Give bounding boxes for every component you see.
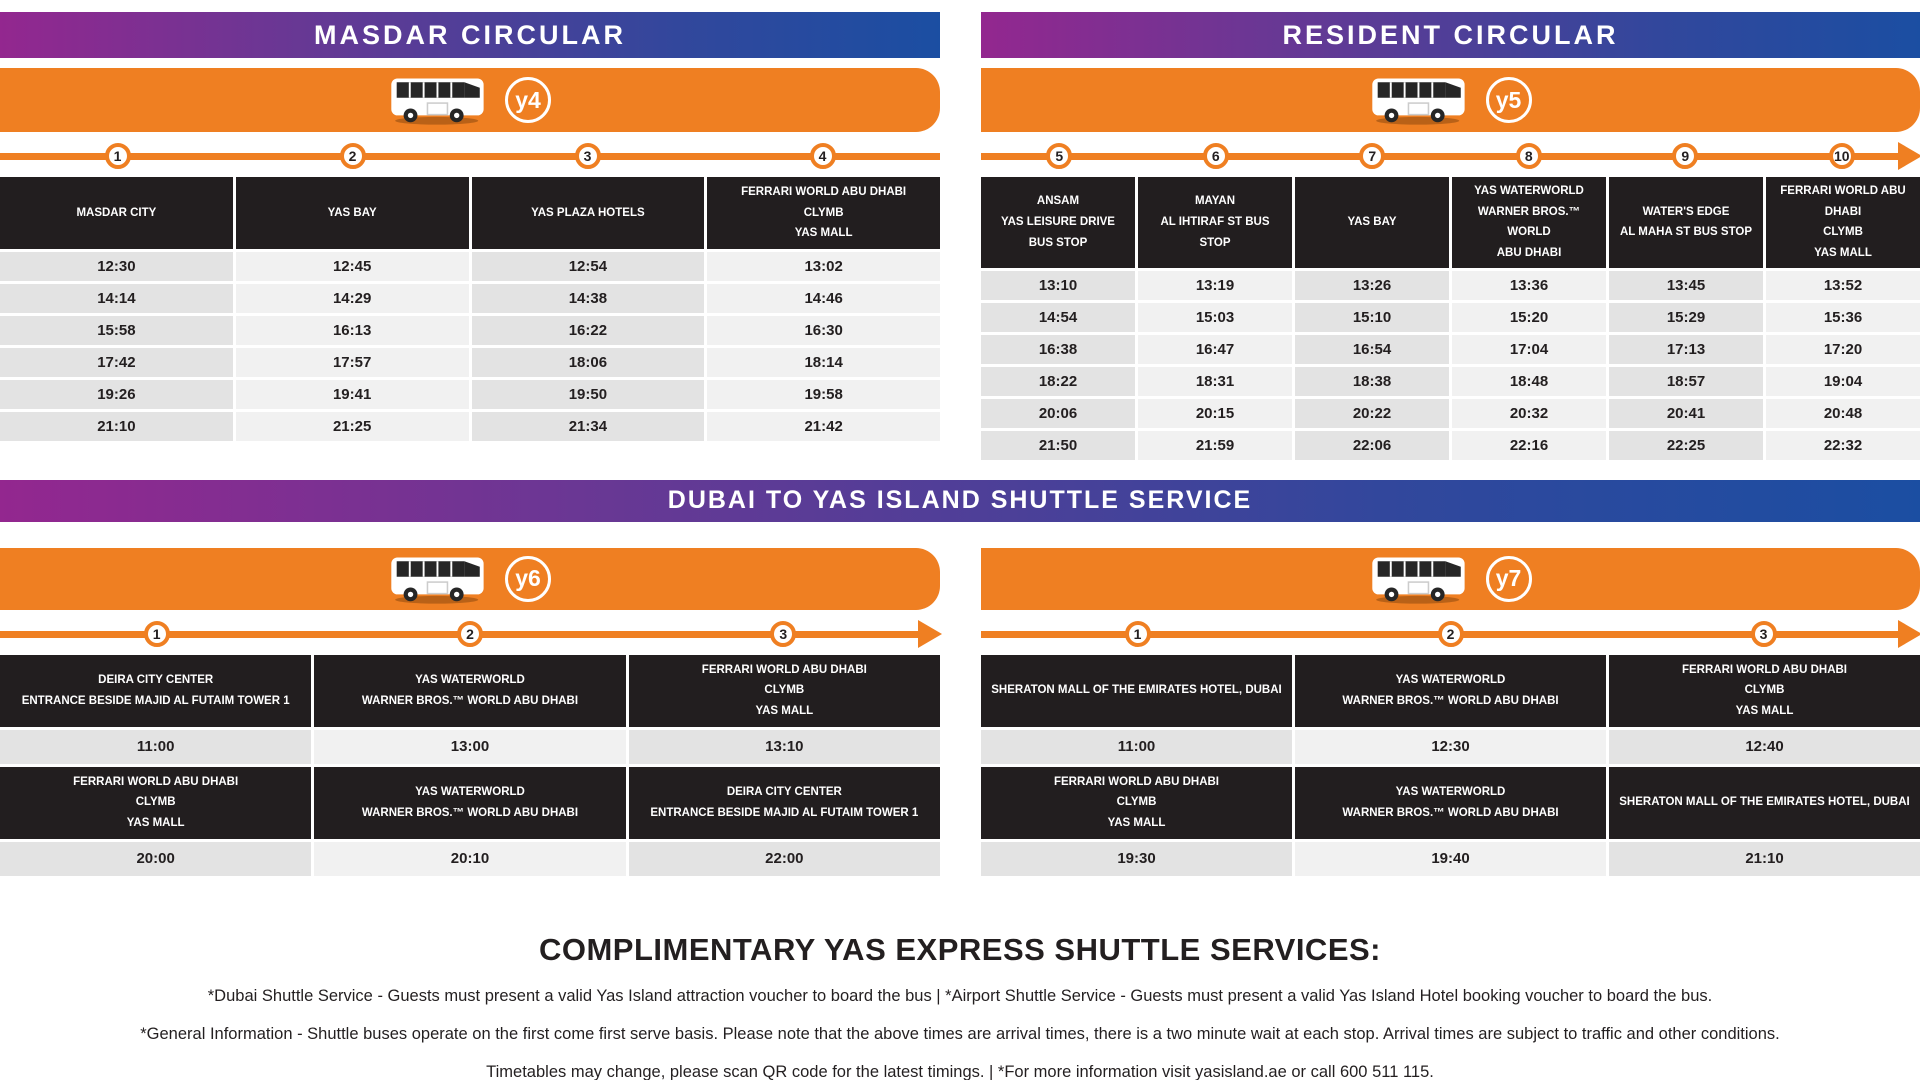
- route-stop-cell: [0, 138, 235, 174]
- time-cell: 22:16: [1452, 431, 1606, 460]
- resident-title: RESIDENT CIRCULAR: [1282, 19, 1619, 50]
- route-stop-cell: [1764, 138, 1920, 174]
- time-cell: 17:42: [0, 348, 233, 377]
- masdar-circular-panel: [0, 12, 940, 460]
- time-cell: 13:19: [1138, 271, 1292, 300]
- route-y6-panel: [0, 538, 940, 876]
- time-cell: 15:36: [1766, 303, 1920, 332]
- time-cell: 19:04: [1766, 367, 1920, 396]
- route-stop-cell: [470, 138, 705, 174]
- route-stop-cell: [1451, 138, 1608, 174]
- time-cell: 18:22: [981, 367, 1135, 396]
- stop-marker-2: 2: [457, 621, 483, 647]
- stop-header-cell: DEIRA CITY CENTER ENTRANCE BESIDE MAJID AL FUTAIM TOWER 1: [0, 655, 311, 727]
- time-cell: 21:42: [707, 412, 940, 441]
- bus-icon: [389, 553, 489, 605]
- time-cell: 16:47: [1138, 335, 1292, 364]
- route-stop-cell: [313, 616, 626, 652]
- time-cell: 15:20: [1452, 303, 1606, 332]
- time-cell: 22:06: [1295, 431, 1449, 460]
- stop-header-cell: FERRARI WORLD ABU DHABI CLYMB YAS MALL: [707, 177, 940, 249]
- time-cell: 18:06: [472, 348, 705, 377]
- time-cell: 19:40: [1295, 842, 1606, 876]
- resident-bus-bar: [981, 68, 1920, 132]
- time-cell: 19:50: [472, 380, 705, 409]
- stop-marker-4: 4: [810, 143, 836, 169]
- time-cell: 19:58: [707, 380, 940, 409]
- time-cell: 14:38: [472, 284, 705, 313]
- time-cell: 20:32: [1452, 399, 1606, 428]
- time-cell: 21:59: [1138, 431, 1292, 460]
- footer-note-1: *Dubai Shuttle Service - Guests must present a valid Yas Island attraction voucher to board the bus | *Airport Shuttle Service - Guests must present a valid Yas Island Hotel booking voucher to board the bus.: [207, 986, 1713, 1005]
- y7-bus-bar: [981, 548, 1920, 610]
- time-cell: 11:00: [0, 730, 311, 764]
- stop-marker-2: 2: [340, 143, 366, 169]
- time-cell: 11:00: [981, 730, 1292, 764]
- bus-icon: [1370, 74, 1470, 126]
- stop-header-cell: YAS WATERWORLD WARNER BROS.™ WORLD ABU DHABI: [1295, 655, 1606, 727]
- masdar-title-bar: [0, 12, 940, 58]
- stop-marker-9: 9: [1672, 143, 1698, 169]
- stop-marker-1: 1: [105, 143, 131, 169]
- stop-marker-3: 3: [575, 143, 601, 169]
- time-cell: 22:00: [629, 842, 940, 876]
- time-cell: 14:29: [236, 284, 469, 313]
- stop-header-cell: YAS WATERWORLD WARNER BROS.™ WORLD ABU DHABI: [1452, 177, 1606, 268]
- stop-header-cell: MAYAN AL IHTIRAF ST BUS STOP: [1138, 177, 1292, 268]
- time-cell: 13:36: [1452, 271, 1606, 300]
- stop-header-cell: FERRARI WORLD ABU DHABI CLYMB YAS MALL: [629, 655, 940, 727]
- stop-marker-6: 6: [1203, 143, 1229, 169]
- time-cell: 16:22: [472, 316, 705, 345]
- stop-header-cell: YAS WATERWORLD WARNER BROS.™ WORLD ABU DHABI: [314, 767, 625, 839]
- stop-marker-8: 8: [1516, 143, 1542, 169]
- stop-marker-7: 7: [1359, 143, 1385, 169]
- dubai-sections-row: [0, 538, 1920, 876]
- time-cell: 22:32: [1766, 431, 1920, 460]
- stop-marker-5: 5: [1046, 143, 1072, 169]
- masdar-timetable: [0, 177, 940, 441]
- stop-header-cell: YAS BAY: [236, 177, 469, 249]
- time-cell: 17:13: [1609, 335, 1763, 364]
- stop-header-cell: SHERATON MALL OF THE EMIRATES HOTEL, DUBAI: [1609, 767, 1920, 839]
- time-cell: 20:10: [314, 842, 625, 876]
- route-stop-cell: [981, 138, 1138, 174]
- stop-header-cell: YAS WATERWORLD WARNER BROS.™ WORLD ABU DHABI: [314, 655, 625, 727]
- time-cell: 18:57: [1609, 367, 1763, 396]
- stop-header-cell: FERRARI WORLD ABU DHABI CLYMB YAS MALL: [981, 767, 1292, 839]
- time-cell: 19:26: [0, 380, 233, 409]
- stop-header-cell: ANSAM YAS LEISURE DRIVE BUS STOP: [981, 177, 1135, 268]
- time-cell: 20:00: [0, 842, 311, 876]
- stop-marker-10: 10: [1829, 143, 1855, 169]
- resident-circular-panel: [981, 12, 1920, 460]
- bus-icon: [1370, 553, 1470, 605]
- stop-header-cell: WATER'S EDGE AL MAHA ST BUS STOP: [1609, 177, 1763, 268]
- route-badge-y4: y4: [505, 77, 551, 123]
- time-cell: 15:03: [1138, 303, 1292, 332]
- footer-note-2: *General Information - Shuttle buses operate on the first come first serve basis. Please note that the above times are arrival times, there is a two minute wait at each stop. Arrival times are subject to traffic and other conditions.: [140, 1024, 1780, 1043]
- route-stop-cell: [981, 616, 1294, 652]
- stop-header-cell: SHERATON MALL OF THE EMIRATES HOTEL, DUBAI: [981, 655, 1292, 727]
- time-cell: 21:10: [1609, 842, 1920, 876]
- route-stop-cell: [1138, 138, 1295, 174]
- route-stop-cell: [705, 138, 940, 174]
- time-cell: 21:25: [236, 412, 469, 441]
- time-cell: 22:25: [1609, 431, 1763, 460]
- time-cell: 20:48: [1766, 399, 1920, 428]
- stop-marker-1: 1: [1125, 621, 1151, 647]
- y7-timetable: [981, 655, 1920, 876]
- resident-timetable: [981, 177, 1920, 460]
- route-stop-cell: [0, 616, 313, 652]
- footer-notes: [0, 932, 1920, 1080]
- stop-header-cell: FERRARI WORLD ABU DHABI CLYMB YAS MALL: [1609, 655, 1920, 727]
- stop-marker-1: 1: [144, 621, 170, 647]
- time-cell: 19:41: [236, 380, 469, 409]
- time-cell: 19:30: [981, 842, 1292, 876]
- time-cell: 17:57: [236, 348, 469, 377]
- time-cell: 12:40: [1609, 730, 1920, 764]
- time-cell: 20:22: [1295, 399, 1449, 428]
- route-stop-cell: [1607, 138, 1764, 174]
- stop-header-cell: FERRARI WORLD ABU DHABI CLYMB YAS MALL: [0, 767, 311, 839]
- stop-header-cell: MASDAR CITY: [0, 177, 233, 249]
- y6-bus-bar: [0, 548, 940, 610]
- time-cell: 12:54: [472, 252, 705, 281]
- time-cell: 20:41: [1609, 399, 1763, 428]
- time-cell: 12:30: [0, 252, 233, 281]
- time-cell: 13:45: [1609, 271, 1763, 300]
- stop-header-cell: YAS WATERWORLD WARNER BROS.™ WORLD ABU DHABI: [1295, 767, 1606, 839]
- time-cell: 13:02: [707, 252, 940, 281]
- time-cell: 18:14: [707, 348, 940, 377]
- time-cell: 16:30: [707, 316, 940, 345]
- stop-header-cell: FERRARI WORLD ABU DHABI CLYMB YAS MALL: [1766, 177, 1920, 268]
- stop-header-cell: DEIRA CITY CENTER ENTRANCE BESIDE MAJID AL FUTAIM TOWER 1: [629, 767, 940, 839]
- route-stop-cell: [235, 138, 470, 174]
- route-badge-y7: y7: [1486, 556, 1532, 602]
- time-cell: 12:45: [236, 252, 469, 281]
- time-cell: 20:15: [1138, 399, 1292, 428]
- stop-marker-3: 3: [770, 621, 796, 647]
- stop-marker-3: 3: [1751, 621, 1777, 647]
- time-cell: 17:04: [1452, 335, 1606, 364]
- resident-title-bar: [981, 12, 1920, 58]
- stop-marker-2: 2: [1438, 621, 1464, 647]
- time-cell: 15:58: [0, 316, 233, 345]
- time-cell: 16:54: [1295, 335, 1449, 364]
- dubai-banner-title: DUBAI TO YAS ISLAND SHUTTLE SERVICE: [667, 486, 1253, 515]
- time-cell: 15:10: [1295, 303, 1449, 332]
- footer-note-3: Timetables may change, please scan QR code for the latest timings. | *For more information visit yasisland.ae or call 600 511 115.: [486, 1062, 1434, 1080]
- y6-timetable: [0, 655, 940, 876]
- dubai-banner: [0, 480, 1920, 522]
- time-cell: 17:20: [1766, 335, 1920, 364]
- time-cell: 13:10: [981, 271, 1135, 300]
- y6-route-line: [0, 616, 940, 652]
- masdar-route-line: [0, 138, 940, 174]
- bus-icon: [389, 74, 489, 126]
- stop-header-cell: YAS BAY: [1295, 177, 1449, 268]
- time-cell: 21:50: [981, 431, 1135, 460]
- route-stop-cell: [1294, 138, 1451, 174]
- stop-header-cell: YAS PLAZA HOTELS: [472, 177, 705, 249]
- resident-route-line: [981, 138, 1920, 174]
- route-stop-cell: [1294, 616, 1607, 652]
- y7-route-line: [981, 616, 1920, 652]
- route-stop-cell: [627, 616, 940, 652]
- time-cell: 18:48: [1452, 367, 1606, 396]
- route-badge-y6: y6: [505, 556, 551, 602]
- route-y7-panel: [981, 538, 1920, 876]
- route-stop-cell: [1607, 616, 1920, 652]
- masdar-title: MASDAR CIRCULAR: [314, 19, 626, 50]
- time-cell: 14:54: [981, 303, 1135, 332]
- footer-title: COMPLIMENTARY YAS EXPRESS SHUTTLE SERVICES:: [538, 931, 1382, 967]
- time-cell: 21:34: [472, 412, 705, 441]
- time-cell: 20:06: [981, 399, 1135, 428]
- time-cell: 13:52: [1766, 271, 1920, 300]
- masdar-bus-bar: [0, 68, 940, 132]
- time-cell: 14:46: [707, 284, 940, 313]
- time-cell: 18:31: [1138, 367, 1292, 396]
- time-cell: 16:13: [236, 316, 469, 345]
- top-sections-row: [0, 12, 1920, 460]
- time-cell: 15:29: [1609, 303, 1763, 332]
- time-cell: 21:10: [0, 412, 233, 441]
- time-cell: 14:14: [0, 284, 233, 313]
- time-cell: 18:38: [1295, 367, 1449, 396]
- route-badge-y5: y5: [1486, 77, 1532, 123]
- time-cell: 13:00: [314, 730, 625, 764]
- time-cell: 16:38: [981, 335, 1135, 364]
- time-cell: 13:26: [1295, 271, 1449, 300]
- time-cell: 12:30: [1295, 730, 1606, 764]
- time-cell: 13:10: [629, 730, 940, 764]
